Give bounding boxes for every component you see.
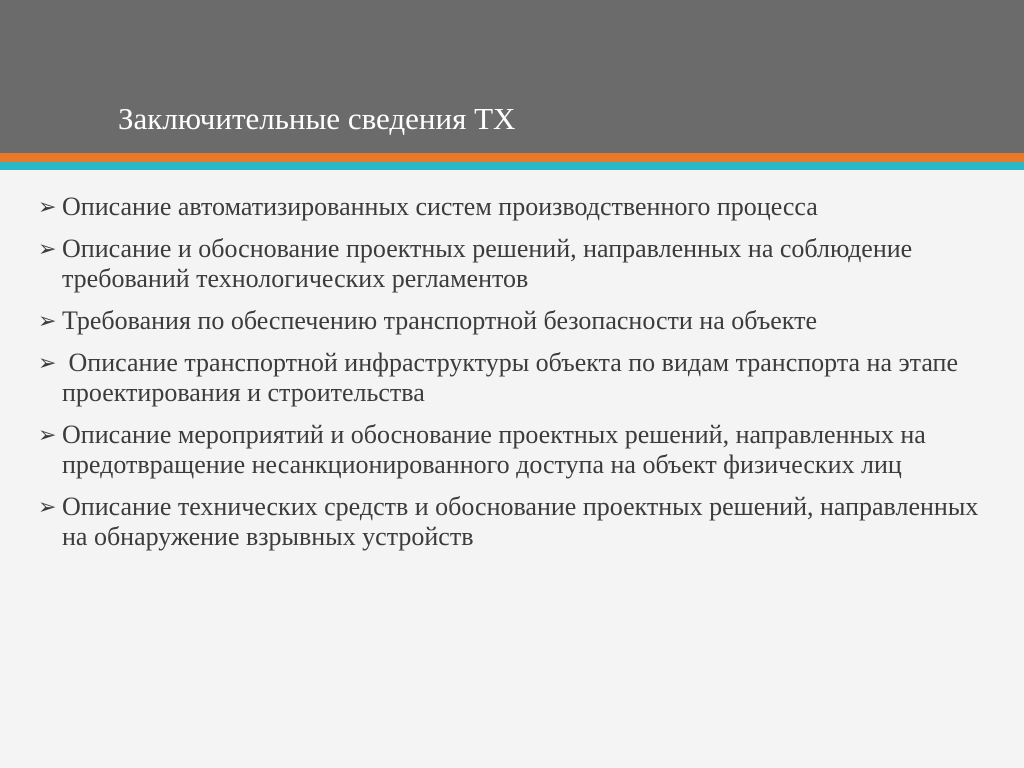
arrow-bullet-icon: ➢ [38,236,57,261]
list-item-text: Требования по обеспечению транспортной безопасности на объекте [62,306,818,335]
list-item [38,420,998,480]
list-item-text: Описание и обоснование проектных решений, направленных на соблюдение требований технологических регламентов [62,234,913,293]
bullet-list [38,192,998,564]
list-item [38,348,998,408]
arrow-bullet-icon: ➢ [38,422,57,447]
arrow-bullet-icon: ➢ [38,494,57,519]
list-item [38,234,998,294]
slide-header [0,0,1024,153]
list-item-text: Описание автоматизированных систем производственного процесса [62,192,818,221]
list-item [38,306,998,336]
list-item-text: Описание транспортной инфраструктуры объекта по видам транспорта на этапе проектирования и строительства [62,348,965,407]
slide-title: Заключительные сведения ТХ [118,101,516,136]
orange-accent-stripe [0,153,1024,162]
arrow-bullet-icon: ➢ [38,350,57,375]
list-item [38,492,998,552]
list-item-text: Описание технических средств и обоснование проектных решений, направленных на обнаружение взрывных устройств [62,492,979,551]
list-item [38,192,998,222]
arrow-bullet-icon: ➢ [38,194,57,219]
arrow-bullet-icon: ➢ [38,308,57,333]
list-item-text: Описание мероприятий и обоснование проектных решений, направленных на предотвращение несанкционированного доступа на объект физических лиц [62,420,926,479]
teal-accent-stripe [0,162,1024,170]
